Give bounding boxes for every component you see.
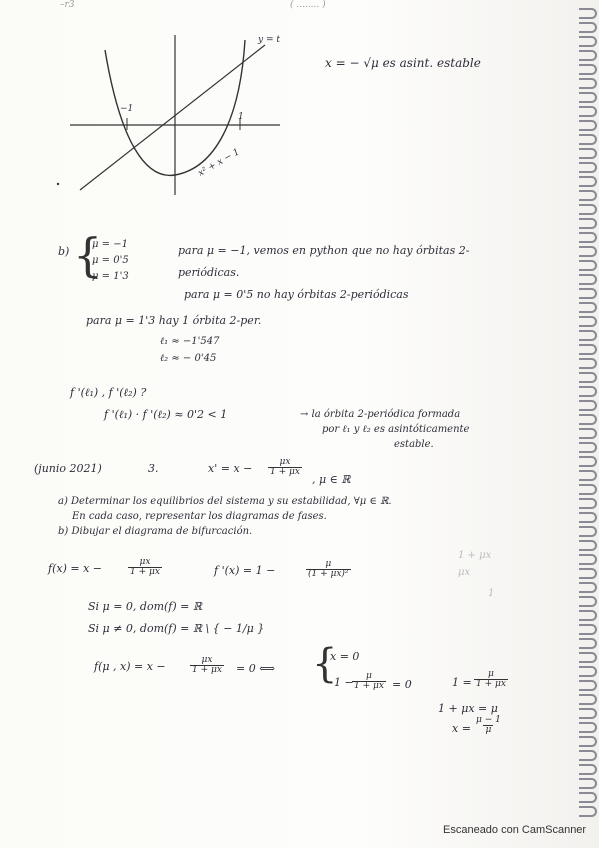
spiral-ring bbox=[579, 190, 597, 201]
spiral-ring bbox=[579, 456, 597, 467]
fpx-lhs: f '(x) = 1 − bbox=[214, 564, 276, 577]
spiral-ring bbox=[579, 36, 597, 47]
parabola-sketch bbox=[50, 30, 285, 200]
aside-fraction bbox=[474, 670, 508, 690]
aside-solution-fraction bbox=[474, 716, 503, 736]
spiral-ring bbox=[579, 442, 597, 453]
eq-fraction bbox=[190, 656, 224, 676]
spiral-ring bbox=[579, 330, 597, 341]
tick-label-one: 1 bbox=[238, 112, 244, 122]
mu-neg1-note: para μ = −1, vemos en python que no hay órbitas 2-periódicas. bbox=[178, 244, 470, 279]
statement-line-3: b) Dibujar el diagrama de bifurcación. bbox=[58, 526, 253, 537]
spiral-ring bbox=[579, 708, 597, 719]
spiral-ring bbox=[579, 78, 597, 89]
spiral-ring bbox=[579, 498, 597, 509]
case-mu-05: μ = 0'5 bbox=[92, 255, 129, 266]
spiral-ring bbox=[579, 512, 597, 523]
spiral-ring bbox=[579, 50, 597, 61]
equation-numerator: μx bbox=[279, 457, 291, 467]
equation-lhs: x' = x − bbox=[208, 462, 253, 475]
equation-fraction bbox=[268, 458, 302, 478]
spiral-ring bbox=[579, 638, 597, 649]
spiral-ring bbox=[579, 316, 597, 327]
spiral-ring bbox=[579, 722, 597, 733]
mu-05-note: para μ = 0'5 no hay órbitas 2-periódicas bbox=[184, 288, 409, 301]
mu-13-note: para μ = 1'3 hay 1 órbita 2-per. bbox=[86, 314, 262, 327]
eq-cases-brace: { bbox=[312, 641, 338, 687]
aside-denominator: 1 + μx bbox=[476, 679, 506, 690]
conclusion-line-3: estable. bbox=[394, 439, 434, 450]
spiral-ring bbox=[579, 134, 597, 145]
spiral-ring bbox=[579, 652, 597, 663]
spiral-ring bbox=[579, 666, 597, 677]
header-left-mark: –r3 bbox=[60, 0, 75, 10]
eq-lhs: f(μ , x) = x − bbox=[94, 660, 166, 673]
derivative-product: f '(ℓ₁) · f '(ℓ₂) ≈ 0'2 < 1 bbox=[104, 408, 228, 421]
aside-numerator: μ bbox=[488, 669, 494, 679]
statement-line-2: En cada caso, representar los diagramas de fases. bbox=[72, 511, 327, 522]
spiral-ring bbox=[579, 344, 597, 355]
spiral-ring bbox=[579, 694, 597, 705]
spiral-ring bbox=[579, 596, 597, 607]
eq-numerator: μx bbox=[201, 655, 213, 665]
spiral-binding bbox=[577, 8, 599, 818]
root-l2: ℓ₂ ≈ − 0'45 bbox=[160, 353, 217, 364]
fx-fraction bbox=[128, 558, 162, 578]
spiral-ring bbox=[579, 680, 597, 691]
domain-mu-zero: Si μ = 0, dom(f) = ℝ bbox=[88, 600, 203, 613]
eq-denominator: 1 + μx bbox=[192, 665, 222, 676]
spiral-ring bbox=[579, 778, 597, 789]
fpx-numerator: μ bbox=[325, 559, 332, 569]
stray-dot bbox=[57, 183, 59, 185]
spiral-ring bbox=[579, 792, 597, 803]
spiral-ring bbox=[579, 568, 597, 579]
spiral-ring bbox=[579, 358, 597, 369]
spiral-ring bbox=[579, 92, 597, 103]
tick-label-minus-one: −1 bbox=[120, 104, 134, 114]
spiral-ring bbox=[579, 806, 597, 817]
spiral-ring bbox=[579, 610, 597, 621]
spiral-ring bbox=[579, 120, 597, 131]
aside-one-eq: 1 = bbox=[452, 676, 472, 689]
spiral-ring bbox=[579, 288, 597, 299]
problem-number: 3. bbox=[148, 462, 159, 475]
eq-case-1: x = 0 bbox=[330, 650, 360, 663]
eq-case-2-denominator: 1 + μx bbox=[354, 681, 384, 692]
spiral-ring bbox=[579, 624, 597, 635]
fx-lhs: f(x) = x − bbox=[48, 562, 102, 575]
aside-solution-numerator: μ − 1 bbox=[476, 715, 501, 725]
spiral-ring bbox=[579, 554, 597, 565]
aside-solution-lhs: x = bbox=[452, 722, 471, 735]
aside-linear: 1 + μx = μ bbox=[438, 702, 498, 715]
spiral-ring bbox=[579, 540, 597, 551]
spiral-ring bbox=[579, 64, 597, 75]
part-b-label: b) bbox=[58, 245, 70, 258]
conclusion-line-1: → la órbita 2-periódica formada bbox=[300, 409, 461, 420]
fx-denominator: 1 + μx bbox=[130, 567, 160, 578]
curve-label: x² + x − 1 bbox=[196, 147, 242, 179]
spiral-ring bbox=[579, 148, 597, 159]
spiral-ring bbox=[579, 400, 597, 411]
spiral-ring bbox=[579, 470, 597, 481]
eq-case-2-numerator: μ bbox=[366, 671, 372, 681]
spiral-ring bbox=[579, 260, 597, 271]
spiral-ring bbox=[579, 526, 597, 537]
scanner-watermark: Escaneado con CamScanner bbox=[443, 824, 587, 836]
line-label: y = t bbox=[258, 35, 280, 45]
equation-denominator: 1 + μx bbox=[270, 467, 300, 478]
spiral-ring bbox=[579, 162, 597, 173]
equation-domain: , μ ∈ ℝ bbox=[312, 473, 351, 486]
domain-mu-nonzero: Si μ ≠ 0, dom(f) = ℝ \ { − 1/μ } bbox=[88, 622, 265, 635]
header-center-mark: ( ........ ) bbox=[290, 0, 326, 10]
statement-line-1: a) Determinar los equilibrios del sistema y su estabilidad, ∀μ ∈ ℝ. bbox=[58, 496, 392, 507]
margin-note-3: 1 bbox=[488, 588, 495, 599]
aside-solution-denominator: μ bbox=[485, 725, 492, 736]
spiral-ring bbox=[579, 204, 597, 215]
spiral-ring bbox=[579, 386, 597, 397]
derivative-question: f '(ℓ₁) , f '(ℓ₂) ? bbox=[70, 386, 147, 399]
margin-note-2: μx bbox=[458, 567, 471, 578]
spiral-ring bbox=[579, 484, 597, 495]
spiral-ring bbox=[579, 736, 597, 747]
spiral-ring bbox=[579, 428, 597, 439]
spiral-ring bbox=[579, 176, 597, 187]
spiral-ring bbox=[579, 106, 597, 117]
eq-case-2-rhs: = 0 bbox=[392, 678, 412, 691]
margin-note-1: 1 + μx bbox=[458, 550, 492, 561]
conclusion-line-2: por ℓ₁ y ℓ₂ es asintóticamente bbox=[322, 424, 470, 435]
root-l1: ℓ₁ ≈ −1'547 bbox=[160, 336, 220, 347]
eq-rhs: = 0 ⟺ bbox=[236, 662, 275, 675]
case-mu-neg1: μ = −1 bbox=[92, 239, 128, 250]
eq-case-2-lhs: 1 − bbox=[334, 676, 354, 689]
fpx-denominator: (1 + μx)² bbox=[308, 569, 349, 580]
stability-note: x = − √μ es asint. estable bbox=[325, 56, 481, 70]
spiral-ring bbox=[579, 22, 597, 33]
spiral-ring bbox=[579, 232, 597, 243]
problem-date: (junio 2021) bbox=[34, 462, 102, 475]
spiral-ring bbox=[579, 302, 597, 313]
spiral-ring bbox=[579, 218, 597, 229]
spiral-ring bbox=[579, 372, 597, 383]
case-mu-13: μ = 1'3 bbox=[92, 271, 129, 282]
spiral-ring bbox=[579, 246, 597, 257]
cases-brace: { bbox=[73, 228, 103, 282]
spiral-ring bbox=[579, 582, 597, 593]
eq-case-2-fraction bbox=[352, 672, 386, 692]
spiral-ring bbox=[579, 750, 597, 761]
spiral-ring bbox=[579, 274, 597, 285]
fpx-fraction bbox=[306, 560, 351, 580]
fx-numerator: μx bbox=[139, 557, 151, 567]
spiral-ring bbox=[579, 8, 597, 19]
spiral-ring bbox=[579, 414, 597, 425]
spiral-ring bbox=[579, 764, 597, 775]
